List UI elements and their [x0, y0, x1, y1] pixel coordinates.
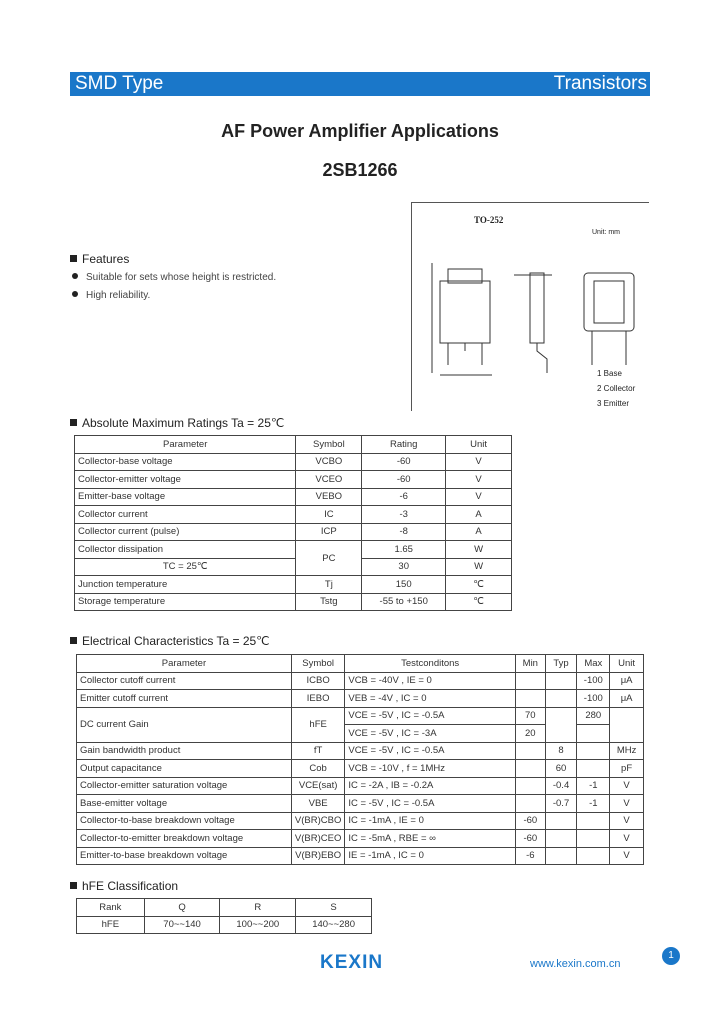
- hfe-class-heading-text: hFE Classification: [82, 879, 179, 893]
- feature-text: High reliability.: [86, 290, 151, 301]
- table-cell: PC: [296, 541, 362, 576]
- abs-max-heading-text: Absolute Maximum Ratings Ta = 25℃: [82, 416, 285, 430]
- table-cell: Collector-to-base breakdown voltage: [77, 812, 292, 830]
- elec-table: [76, 654, 644, 865]
- table-cell: [545, 812, 577, 830]
- table-cell: S: [296, 899, 372, 917]
- col-header: Max: [577, 655, 610, 673]
- bullet-dot-icon: [72, 291, 78, 297]
- table-cell: Collector cutoff current: [77, 672, 292, 690]
- table-cell: V: [610, 847, 644, 865]
- table-cell: 150: [362, 576, 446, 594]
- table-cell: R: [220, 899, 296, 917]
- table-cell: [515, 760, 545, 778]
- col-header: Unit: [610, 655, 644, 673]
- table-cell: [545, 847, 577, 865]
- table-row: [75, 558, 512, 576]
- table-cell: Gain bandwidth product: [77, 742, 292, 760]
- table-cell: pF: [610, 760, 644, 778]
- table-row: [77, 707, 644, 725]
- table-cell: [577, 847, 610, 865]
- table-cell: μA: [610, 690, 644, 708]
- table-row: [77, 847, 644, 865]
- table-cell: 140~~280: [296, 916, 372, 934]
- table-cell: [515, 690, 545, 708]
- table-cell: Emitter-to-base breakdown voltage: [77, 847, 292, 865]
- table-cell: Collector dissipation: [75, 541, 296, 559]
- col-header: Rating: [362, 436, 446, 454]
- table-row: [77, 777, 644, 795]
- table-row: [77, 795, 644, 813]
- table-row: [75, 453, 512, 471]
- table-cell: Tj: [296, 576, 362, 594]
- table-cell: VCE(sat): [291, 777, 344, 795]
- features-heading: [70, 252, 129, 266]
- header-bar: [70, 72, 650, 96]
- table-cell: V(BR)CBO: [291, 812, 344, 830]
- table-cell: VEB = -4V , IC = 0: [345, 690, 516, 708]
- table-cell: 8: [545, 742, 577, 760]
- table-cell: ICBO: [291, 672, 344, 690]
- elec-heading-text: Electrical Characteristics Ta = 25℃: [82, 634, 270, 648]
- table-cell: V(BR)CEO: [291, 830, 344, 848]
- table-cell: fT: [291, 742, 344, 760]
- table-row: [75, 576, 512, 594]
- table-cell: ℃: [446, 593, 512, 611]
- table-row: [77, 672, 644, 690]
- table-cell: -6: [515, 847, 545, 865]
- table-row: [77, 742, 644, 760]
- table-row: [77, 830, 644, 848]
- table-cell: Collector-emitter saturation voltage: [77, 777, 292, 795]
- table-row: [75, 523, 512, 541]
- package-unit: Unit: mm: [592, 229, 620, 236]
- table-cell: V(BR)EBO: [291, 847, 344, 865]
- table-cell: 70: [515, 707, 545, 725]
- hfe-class-table: [76, 898, 372, 934]
- col-header: Testconditons: [345, 655, 516, 673]
- table-cell: V: [610, 830, 644, 848]
- table-cell: VCB = -40V , IE = 0: [345, 672, 516, 690]
- col-header: Min: [515, 655, 545, 673]
- table-cell: ICP: [296, 523, 362, 541]
- table-cell: V: [446, 488, 512, 506]
- col-header: Parameter: [77, 655, 292, 673]
- table-cell: 280: [577, 707, 610, 725]
- table-cell: Output capacitance: [77, 760, 292, 778]
- table-cell: VCE = -5V , IC = -0.5A: [345, 742, 516, 760]
- bullet-square-icon: [70, 882, 77, 889]
- table-cell: -0.4: [545, 777, 577, 795]
- table-cell: MHz: [610, 742, 644, 760]
- table-cell: -55 to +150: [362, 593, 446, 611]
- table-cell: IE = -1mA , IC = 0: [345, 847, 516, 865]
- table-row: [77, 916, 372, 934]
- table-cell: Collector-emitter voltage: [75, 471, 296, 489]
- col-header: Symbol: [291, 655, 344, 673]
- table-header-row: [77, 655, 644, 673]
- table-cell: -1: [577, 777, 610, 795]
- table-header-row: [75, 436, 512, 454]
- table-cell: W: [446, 541, 512, 559]
- table-cell: IC = -2A , IB = -0.2A: [345, 777, 516, 795]
- table-cell: [610, 707, 644, 742]
- package-outline-svg: [412, 233, 649, 383]
- table-cell: IC = -1mA , IE = 0: [345, 812, 516, 830]
- table-row: [77, 690, 644, 708]
- table-cell: IEBO: [291, 690, 344, 708]
- table-cell: VCE = -5V , IC = -3A: [345, 725, 516, 743]
- table-cell: hFE: [291, 707, 344, 742]
- package-drawing: [411, 202, 649, 411]
- doc-title: AF Power Amplifier Applications: [221, 121, 499, 141]
- table-cell: V: [446, 471, 512, 489]
- table-cell: -8: [362, 523, 446, 541]
- pin-2: 2 Collector: [597, 384, 636, 393]
- table-cell: DC current Gain: [77, 707, 292, 742]
- table-cell: V: [446, 453, 512, 471]
- table-cell: [515, 742, 545, 760]
- table-cell: [545, 672, 577, 690]
- table-cell: Emitter cutoff current: [77, 690, 292, 708]
- feature-item: [72, 272, 276, 283]
- table-cell: 70~~140: [144, 916, 220, 934]
- table-cell: [577, 742, 610, 760]
- elec-heading: [70, 634, 270, 648]
- page-number: 1: [662, 947, 680, 965]
- table-cell: 30: [362, 558, 446, 576]
- table-cell: [545, 830, 577, 848]
- bullet-dot-icon: [72, 273, 78, 279]
- table-cell: ℃: [446, 576, 512, 594]
- table-row: [77, 812, 644, 830]
- table-cell: Collector current (pulse): [75, 523, 296, 541]
- table-cell: W: [446, 558, 512, 576]
- bullet-square-icon: [70, 419, 77, 426]
- table-cell: 100~~200: [220, 916, 296, 934]
- table-cell: VCB = -10V , f = 1MHz: [345, 760, 516, 778]
- table-cell: [577, 725, 610, 743]
- table-cell: V: [610, 777, 644, 795]
- feature-item: [72, 290, 150, 301]
- table-cell: [577, 830, 610, 848]
- table-cell: IC: [296, 506, 362, 524]
- table-cell: -60: [362, 471, 446, 489]
- table-cell: Collector-to-emitter breakdown voltage: [77, 830, 292, 848]
- pin-1: 1 Base: [597, 369, 622, 378]
- website-link[interactable]: www.kexin.com.cn: [530, 958, 621, 970]
- table-cell: 1.65: [362, 541, 446, 559]
- table-cell: [577, 812, 610, 830]
- table-cell: V: [610, 795, 644, 813]
- table-cell: Cob: [291, 760, 344, 778]
- header-left: SMD Type: [75, 73, 164, 94]
- bullet-square-icon: [70, 637, 77, 644]
- table-cell: μA: [610, 672, 644, 690]
- kexin-logo: KEXIN: [320, 952, 384, 973]
- table-cell: Tstg: [296, 593, 362, 611]
- table-cell: [545, 707, 577, 742]
- table-cell: A: [446, 523, 512, 541]
- abs-max-heading: [70, 416, 284, 430]
- table-cell: [577, 760, 610, 778]
- bullet-square-icon: [70, 255, 77, 262]
- table-cell: A: [446, 506, 512, 524]
- table-row: [75, 593, 512, 611]
- table-cell: -6: [362, 488, 446, 506]
- table-cell: Q: [144, 899, 220, 917]
- table-row: [75, 541, 512, 559]
- table-cell: 60: [545, 760, 577, 778]
- table-header-row: [77, 899, 372, 917]
- table-cell: Collector-base voltage: [75, 453, 296, 471]
- table-row: [75, 506, 512, 524]
- table-row: [75, 488, 512, 506]
- table-cell: [515, 795, 545, 813]
- table-cell: V: [610, 812, 644, 830]
- col-header: Symbol: [296, 436, 362, 454]
- table-cell: Junction temperature: [75, 576, 296, 594]
- pin-3: 3 Emitter: [597, 399, 630, 408]
- features-heading-text: Features: [82, 252, 130, 266]
- table-cell: VCEO: [296, 471, 362, 489]
- table-cell: -3: [362, 506, 446, 524]
- table-cell: [515, 777, 545, 795]
- table-cell: -100: [577, 690, 610, 708]
- table-cell: IC = -5V , IC = -0.5A: [345, 795, 516, 813]
- table-cell: VBE: [291, 795, 344, 813]
- table-row: [77, 760, 644, 778]
- table-cell: 20: [515, 725, 545, 743]
- table-cell: Emitter-base voltage: [75, 488, 296, 506]
- table-row: [75, 471, 512, 489]
- table-cell: -1: [577, 795, 610, 813]
- table-cell: -60: [515, 830, 545, 848]
- table-cell: [515, 672, 545, 690]
- col-header: Typ: [545, 655, 577, 673]
- table-cell: Storage temperature: [75, 593, 296, 611]
- col-header: Parameter: [75, 436, 296, 454]
- abs-max-table: [74, 435, 512, 611]
- hfe-class-heading: [70, 879, 178, 893]
- table-cell: IC = -5mA , RBE = ∞: [345, 830, 516, 848]
- package-name: TO-252: [474, 215, 504, 225]
- table-cell: -0.7: [545, 795, 577, 813]
- table-cell: VCBO: [296, 453, 362, 471]
- feature-text: Suitable for sets whose height is restricted.: [86, 272, 277, 283]
- table-cell: -60: [362, 453, 446, 471]
- part-number: 2SB1266: [322, 160, 398, 180]
- table-cell: TC = 25℃: [75, 558, 296, 576]
- header-right: Transistors: [553, 73, 647, 94]
- col-header: Unit: [446, 436, 512, 454]
- table-cell: hFE: [77, 916, 145, 934]
- table-cell: -100: [577, 672, 610, 690]
- table-cell: VEBO: [296, 488, 362, 506]
- table-cell: Collector current: [75, 506, 296, 524]
- table-cell: Rank: [77, 899, 145, 917]
- table-cell: VCE = -5V , IC = -0.5A: [345, 707, 516, 725]
- table-cell: [545, 690, 577, 708]
- table-cell: Base-emitter voltage: [77, 795, 292, 813]
- table-cell: -60: [515, 812, 545, 830]
